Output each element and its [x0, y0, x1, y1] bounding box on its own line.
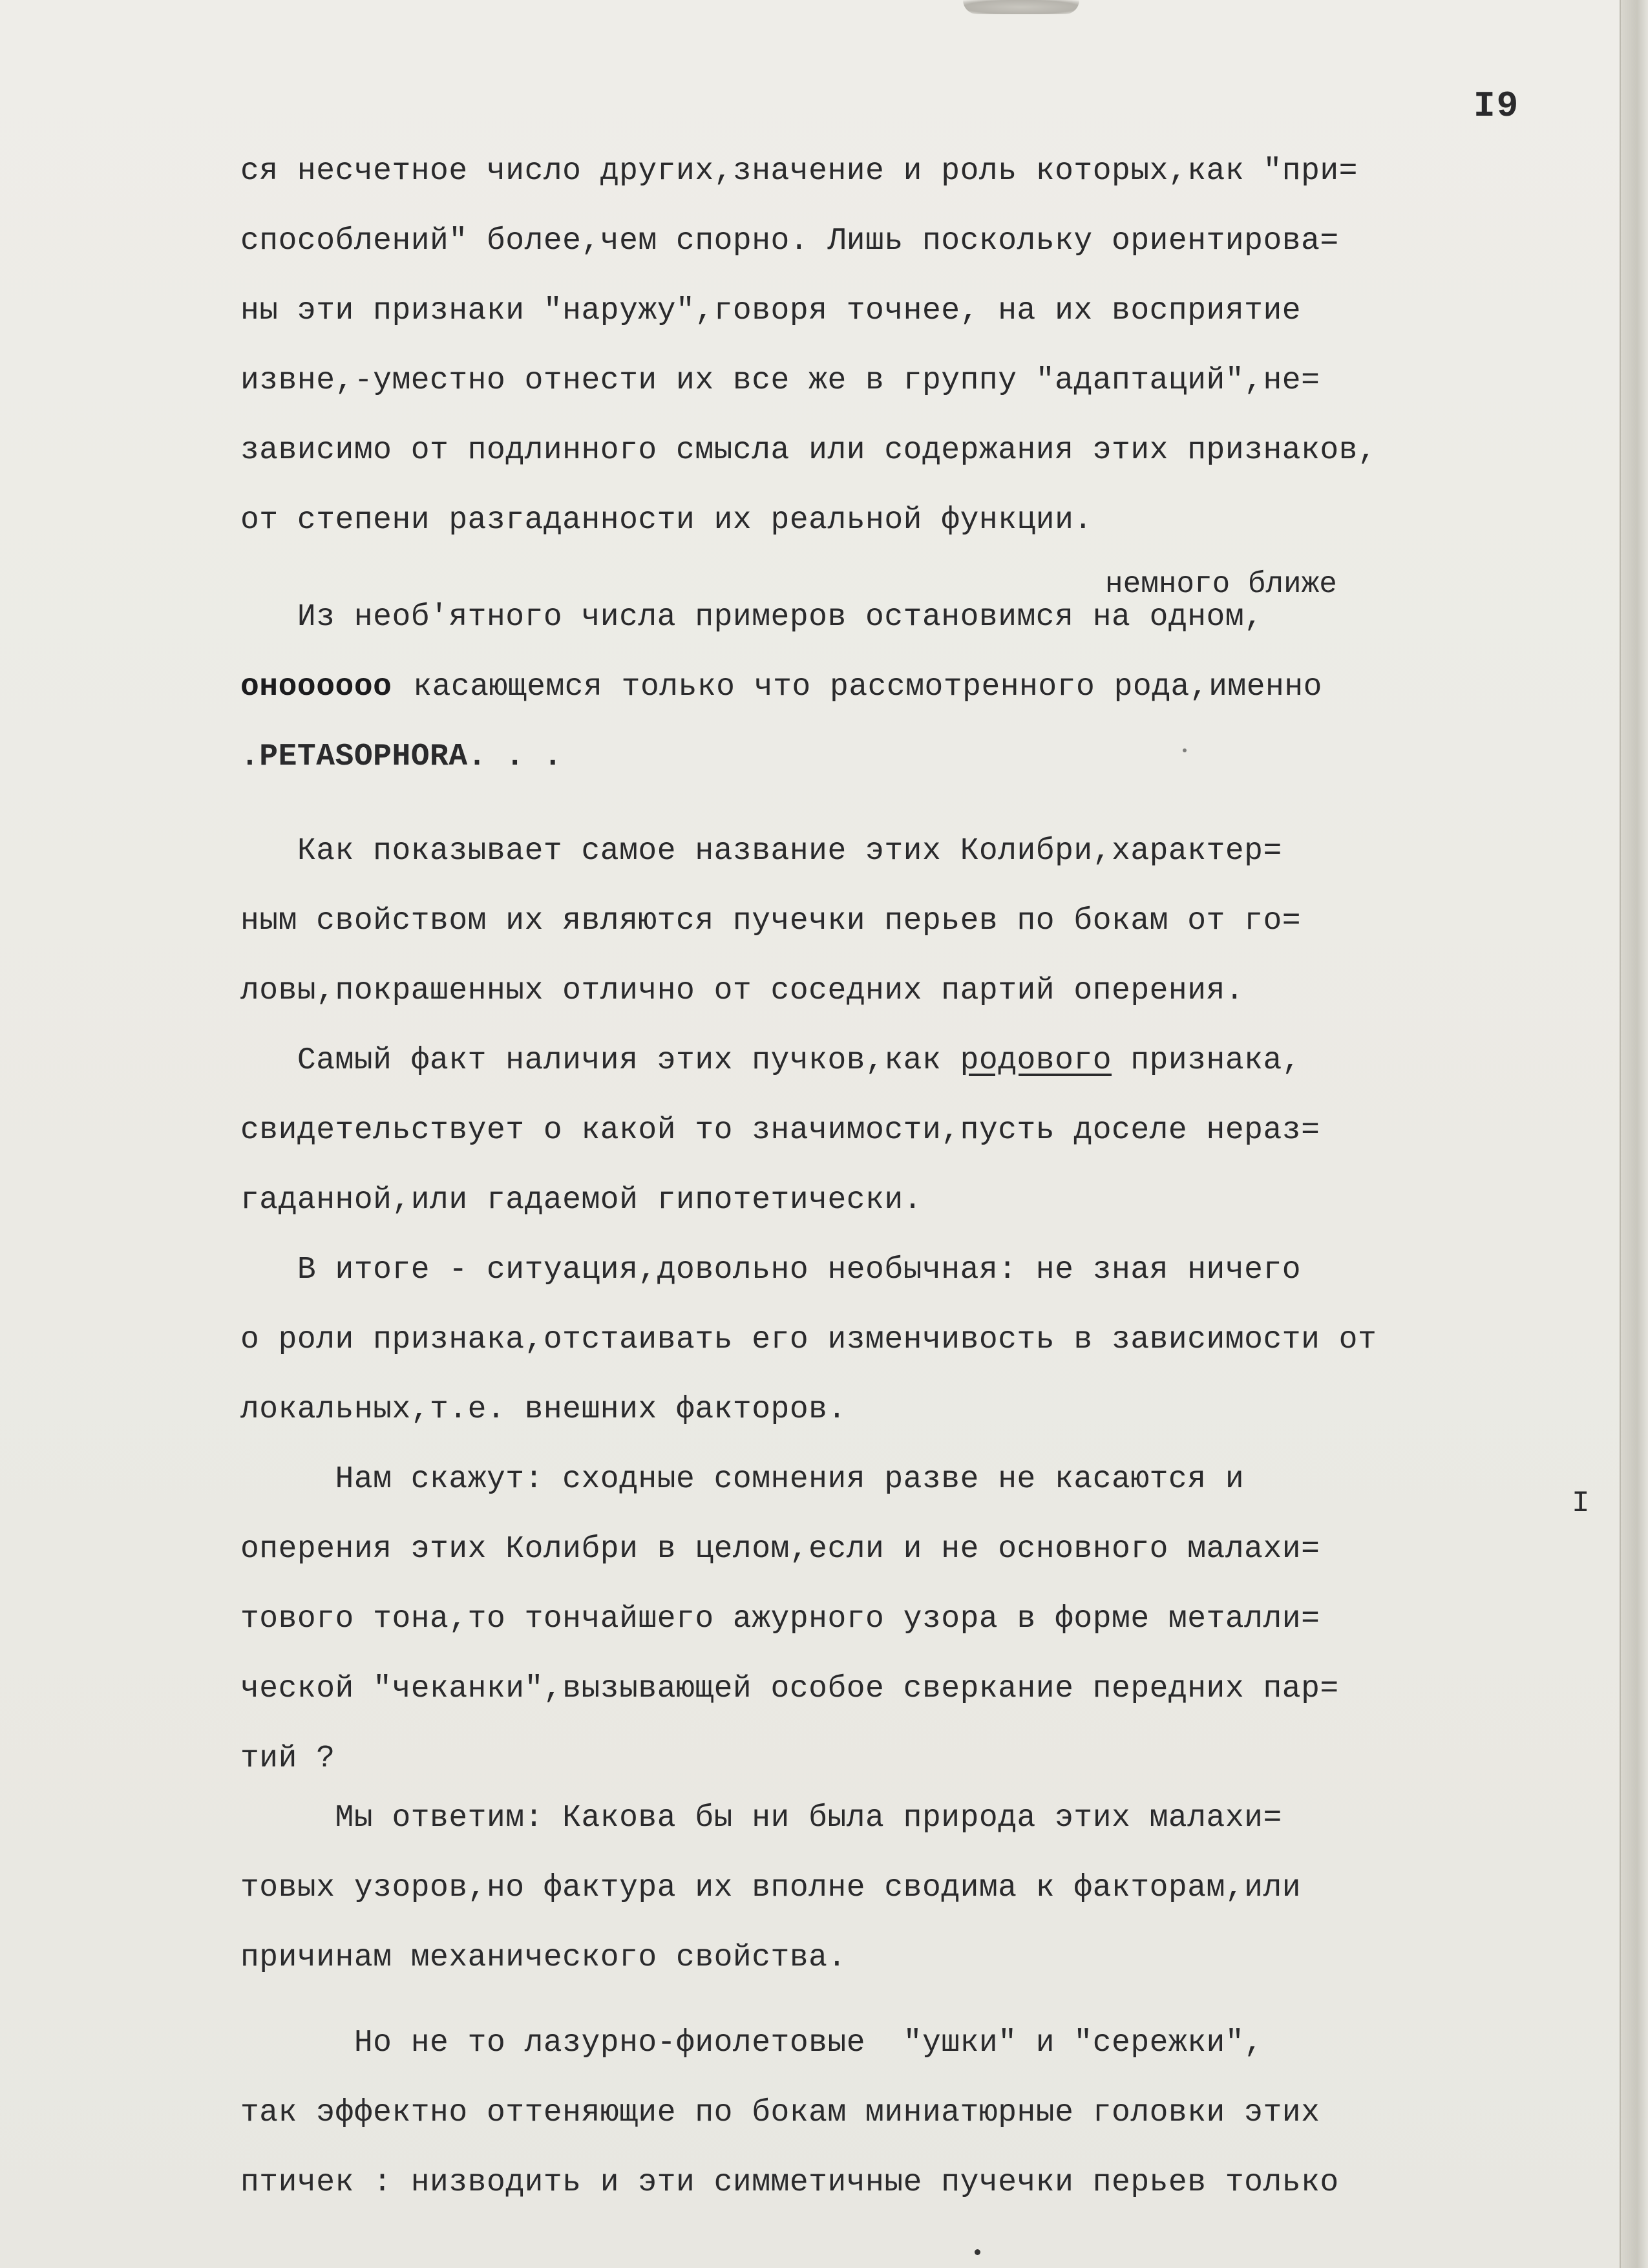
page-number: I9 — [1474, 85, 1520, 127]
text-line: оперения этих Колибри в целом,если и не основного малахи= — [240, 1532, 1320, 1567]
text-line: зависимо от подлинного смысла или содержания этих признаков, — [240, 433, 1377, 468]
text-line — [240, 1043, 1301, 1078]
text-line: В итоге - ситуация,довольно необычная: не зная ничего — [240, 1253, 1302, 1288]
binder-clip-shadow — [963, 0, 1079, 14]
text-line: причинам механического свойства. — [240, 1940, 847, 1975]
text-line: тового тона,то тончайшего ажурного узора в форме металли= — [240, 1602, 1320, 1637]
text-line: птичек : низводить и эти симметичные пучечки перьев только — [240, 2165, 1339, 2200]
text-line: от степени разгаданности их реальной функции. — [240, 503, 1093, 538]
text-line: ческой "чеканки",вызывающей особое сверкание передних пар= — [240, 1671, 1339, 1706]
genus-name: .PETASOPHORA. . . — [240, 739, 563, 774]
text-line: товых узоров,но фактура их вполне сводима к факторам,или — [240, 1871, 1302, 1905]
text-line: локальных,т.е. внешних факторов. — [240, 1392, 847, 1427]
text-line: касающемся только что рассмотренного рода,именно — [394, 670, 1322, 705]
underlined-word: родового — [960, 1043, 1112, 1078]
text-line: Из необ'ятного числа примеров остановимся на одном, — [240, 600, 1263, 635]
margin-mark: I — [1572, 1487, 1590, 1520]
ink-dot — [1183, 748, 1187, 752]
text-line: гаданной,или гадаемой гипотетически. — [240, 1183, 922, 1218]
text-line: ным свойством их являются пучечки перьев по бокам от го= — [240, 904, 1302, 938]
text-line: Нам скажут: сходные сомнения разве не касаются и — [240, 1462, 1245, 1497]
text-line: свидетельствует о какой то значимости,пусть доселе нераз= — [240, 1113, 1320, 1148]
text-line: о роли признака,отстаивать его изменчивость в зависимости от — [240, 1322, 1377, 1357]
text-line: способлений" более,чем спорно. Лишь поскольку ориентирова= — [240, 224, 1339, 259]
text-line: так эффектно оттеняющие по бокам миниатюрные головки этих — [240, 2095, 1320, 2130]
text-line: Как показывает самое название этих Колибри,характер= — [240, 834, 1282, 869]
page-edge — [1620, 0, 1648, 2268]
text-line: Мы ответим: Какова бы ни была природа этих малахи= — [240, 1801, 1282, 1836]
text-line: тий ? — [240, 1741, 335, 1776]
ink-dot — [975, 2249, 980, 2255]
text-line: ны эти признаки "наружу",говоря точнее, на их восприятие — [240, 293, 1302, 328]
text-segment: признака, — [1112, 1043, 1302, 1078]
text-line: ловы,покрашенных отлично от соседних партий оперения. — [240, 973, 1245, 1008]
struck-out-word: оноооооо — [240, 670, 392, 705]
text-line: Но не то лазурно-фиолетовые "ушки" и "сережки", — [240, 2026, 1263, 2061]
handtyped-insert: немного ближе — [1105, 567, 1337, 601]
text-segment: Самый факт наличия этих пучков,как — [240, 1043, 960, 1078]
text-line: ся несчетное число других,значение и роль которых,как "при= — [240, 154, 1358, 189]
text-line: извне,-уместно отнести их все же в группу "адаптаций",не= — [240, 363, 1320, 398]
